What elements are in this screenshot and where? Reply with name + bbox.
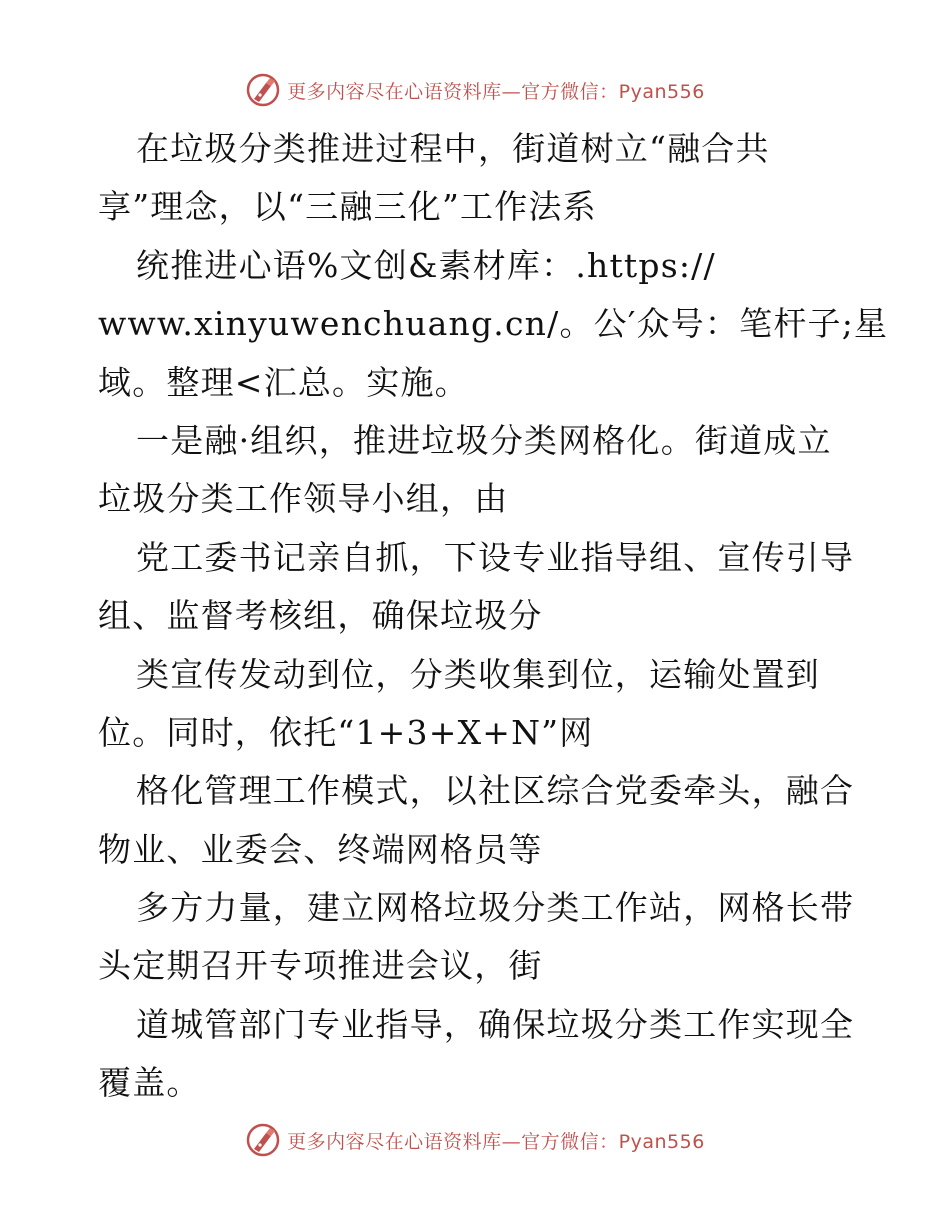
body-text-line: 垃圾分类工作领导小组，由: [98, 479, 509, 519]
body-text-line: 道城管部门专业指导，确保垃圾分类工作实现全: [136, 1004, 855, 1044]
body-text-line: 多方力量，建立网格垃圾分类工作站，网格长带: [136, 888, 855, 928]
document-body: [98, 120, 889, 1113]
body-text-line: 覆盖。: [98, 1063, 201, 1103]
body-text-line: 在垃圾分类推进过程中，街道树立“融合共: [136, 129, 770, 168]
footer-banner: [0, 1120, 950, 1160]
body-text-line: 一是融·组织，推进垃圾分类网格化。街道成立: [136, 420, 832, 460]
pen-nib-logo-icon: [245, 1122, 281, 1158]
body-text-line: 格化管理工作模式，以社区综合党委牵头，融合: [136, 771, 855, 811]
banner-handle: Pyan556: [618, 80, 705, 103]
pen-nib-logo-icon: [245, 72, 281, 108]
body-text-line: 党工委书记亲自抓，下设专业指导组、宣传引导: [136, 537, 855, 577]
banner-label: 更多内容尽在心语资料库—官方微信：: [287, 80, 619, 103]
body-text-line: 统推进心语%文创&素材库：.https://: [136, 245, 716, 285]
body-text-line: 头定期召开专项推进会议，街: [98, 946, 543, 986]
banner-handle: Pyan556: [618, 1130, 705, 1153]
body-text-line: 享”理念，以“三融三化”工作法系: [98, 187, 597, 227]
body-text-line: 组、监督考核组，确保垃圾分: [98, 596, 543, 636]
body-text-line: 物业、业委会、终端网格员等: [98, 829, 543, 869]
body-text-line: 域。整理<汇总。实施。: [98, 362, 469, 402]
body-text-line: 位。同时，依托“1+3+X+N”网: [98, 712, 594, 752]
header-banner: [0, 70, 950, 110]
banner-text: [287, 77, 705, 104]
body-text-line: www.xinyuwenchuang.cn/。公′众号：笔杆子;星: [98, 304, 889, 344]
body-text-line: 类宣传发动到位，分类收集到位，运输处置到: [136, 654, 820, 694]
banner-text: [287, 1127, 705, 1154]
banner-label: 更多内容尽在心语资料库—官方微信：: [287, 1130, 619, 1153]
